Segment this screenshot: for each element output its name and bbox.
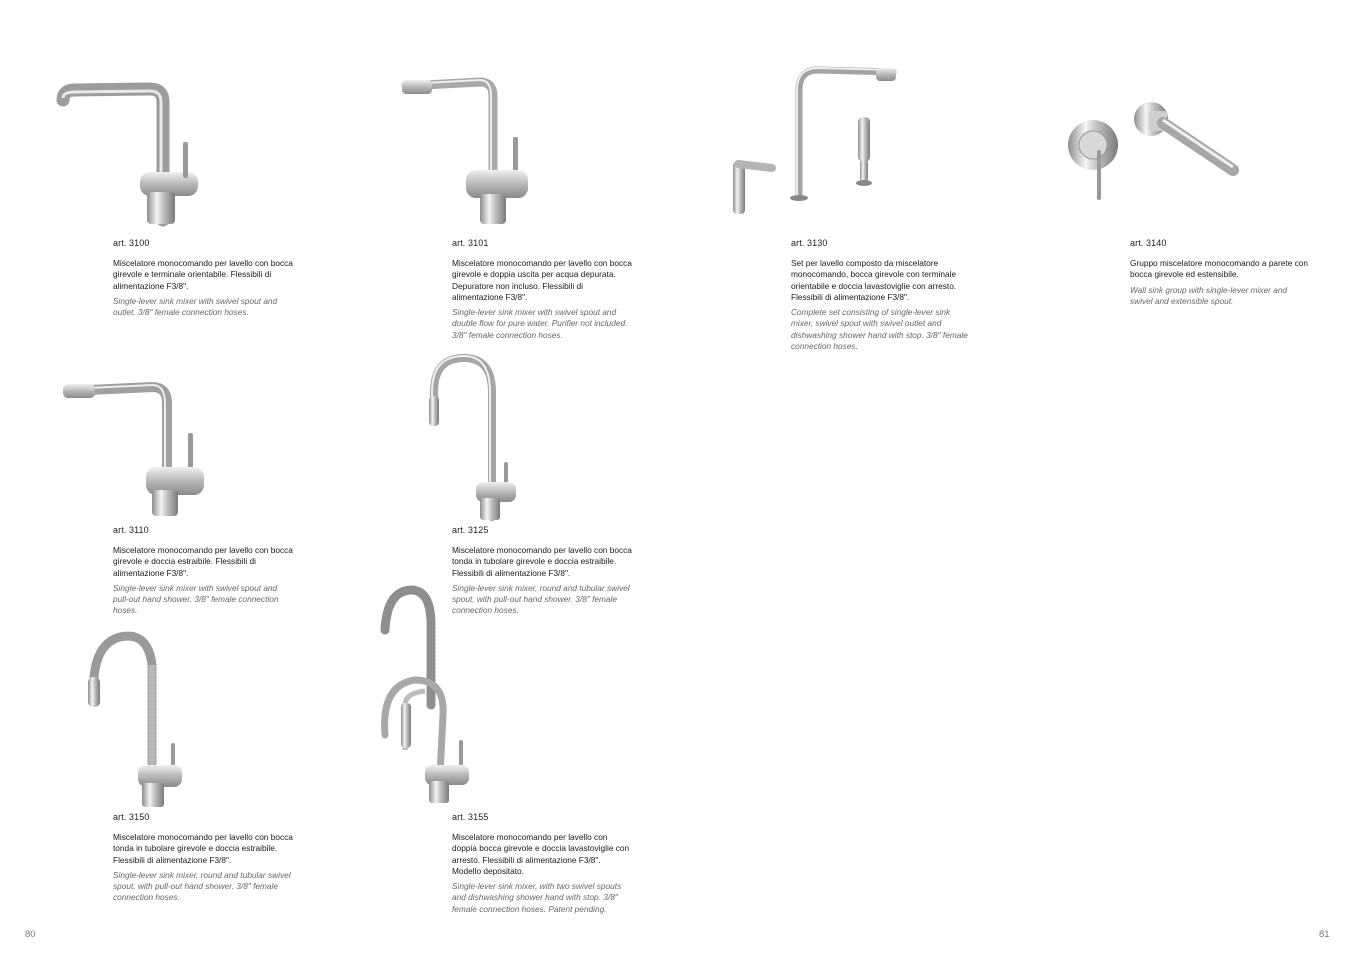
- description-english: Single-lever sink mixer with swivel spout and outlet. 3/8" female connection hoses.: [113, 295, 278, 318]
- faucet-3101-image: [400, 72, 540, 227]
- art-number: art. 3155: [452, 812, 489, 822]
- description-italian: Set per lavello composto da miscelatore monocomando, bocca girevole con terminale orientabile e doccia lavastoviglie con arresto. Flessibili di alimentazione F3/8".: [791, 258, 957, 302]
- faucet-3155-image: [375, 585, 475, 805]
- description-italian: Miscelatore monocomando per lavello con bocca tonda in tubolare girevole e doccia estraibile. Flessibili di alimentazione F3/8".: [113, 832, 293, 865]
- description-english: Single-lever sink mixer with swivel spout and pull-out hand shower. 3/8" female connection hoses.: [113, 582, 279, 616]
- faucet-3150-image: [82, 625, 192, 810]
- art-number: art. 3101: [452, 238, 489, 248]
- art-number: art. 3125: [452, 525, 489, 535]
- description-italian: Miscelatore monocomando per lavello con bocca tonda in tubolare girevole e doccia estraibile. Flessibili di alimentazione F3/8".: [452, 545, 632, 578]
- product-3110: [113, 525, 293, 617]
- art-number: art. 3100: [113, 238, 150, 248]
- description-italian: Miscelatore monocomando per lavello con bocca girevole e doppia uscita per acqua depurata. Depuratore non incluso. Flessibili di alimentazione F3/8".: [452, 258, 632, 302]
- art-number: art. 3110: [113, 525, 149, 535]
- faucet-wall-3140-image: [1063, 95, 1243, 205]
- art-number: art. 3140: [1130, 238, 1167, 248]
- description-english: Single-lever sink mixer with swivel spout and double flow for pure water. Purifier not included. 3/8" female connection hoses.: [452, 307, 628, 340]
- product-3130: [791, 238, 971, 352]
- page-number-left: 80: [25, 929, 36, 940]
- description-english: Single-lever sink mixer, with two swivel spouts and dishwashing shower hand with stop. 3/8" female connection hoses. Patent pending.: [452, 881, 622, 914]
- product-3101: [452, 238, 632, 341]
- description-italian: Miscelatore monocomando per lavello con bocca girevole e doccia estraibile. Flessibili di alimentazione F3/8".: [113, 545, 293, 578]
- page-number-right: 81: [1319, 929, 1330, 940]
- description-english: Wall sink group with single-lever mixer and swivel and extensible spout.: [1130, 284, 1288, 306]
- faucet-3100-image: [55, 80, 205, 230]
- faucet-3110-image: [60, 375, 210, 520]
- art-number: art. 3130: [791, 238, 828, 248]
- product-3155: [452, 812, 632, 915]
- description-italian: Miscelatore monocomando per lavello con bocca girevole e terminale orientabile. Flessibili di alimentazione F3/8".: [113, 258, 293, 291]
- description-english: Single-lever sink mixer, round and tubular swivel spout, with pull-out hand shower. 3/8" female connection hoses.: [452, 582, 630, 616]
- faucet-3125-image: [420, 352, 530, 522]
- page-right: [678, 0, 1356, 959]
- faucet-set-3130-image: [728, 62, 898, 222]
- product-3140: [1130, 238, 1310, 307]
- product-3150: [113, 812, 293, 904]
- description-italian: Gruppo miscelatore monocomando a parete con bocca girevole ed estensibile.: [1130, 258, 1309, 280]
- description-english: Complete set consisting of single-lever sink mixer, swivel spout with swivel outlet and dishwashing shower hand with stop. 3/8" female connection hoses.: [791, 307, 968, 352]
- product-3100: [113, 238, 293, 318]
- description-english: Single-lever sink mixer, round and tubular swivel spout, with pull-out hand shower. 3/8" female connection hoses.: [113, 869, 291, 903]
- product-3125: [452, 525, 632, 617]
- description-italian: Miscelatore monocomando per lavello con doppia bocca girevole e doccia lavastoviglie con arresto. Flessibili di alimentazione F3/8". Modello depositato.: [452, 832, 630, 876]
- art-number: art. 3150: [113, 812, 150, 822]
